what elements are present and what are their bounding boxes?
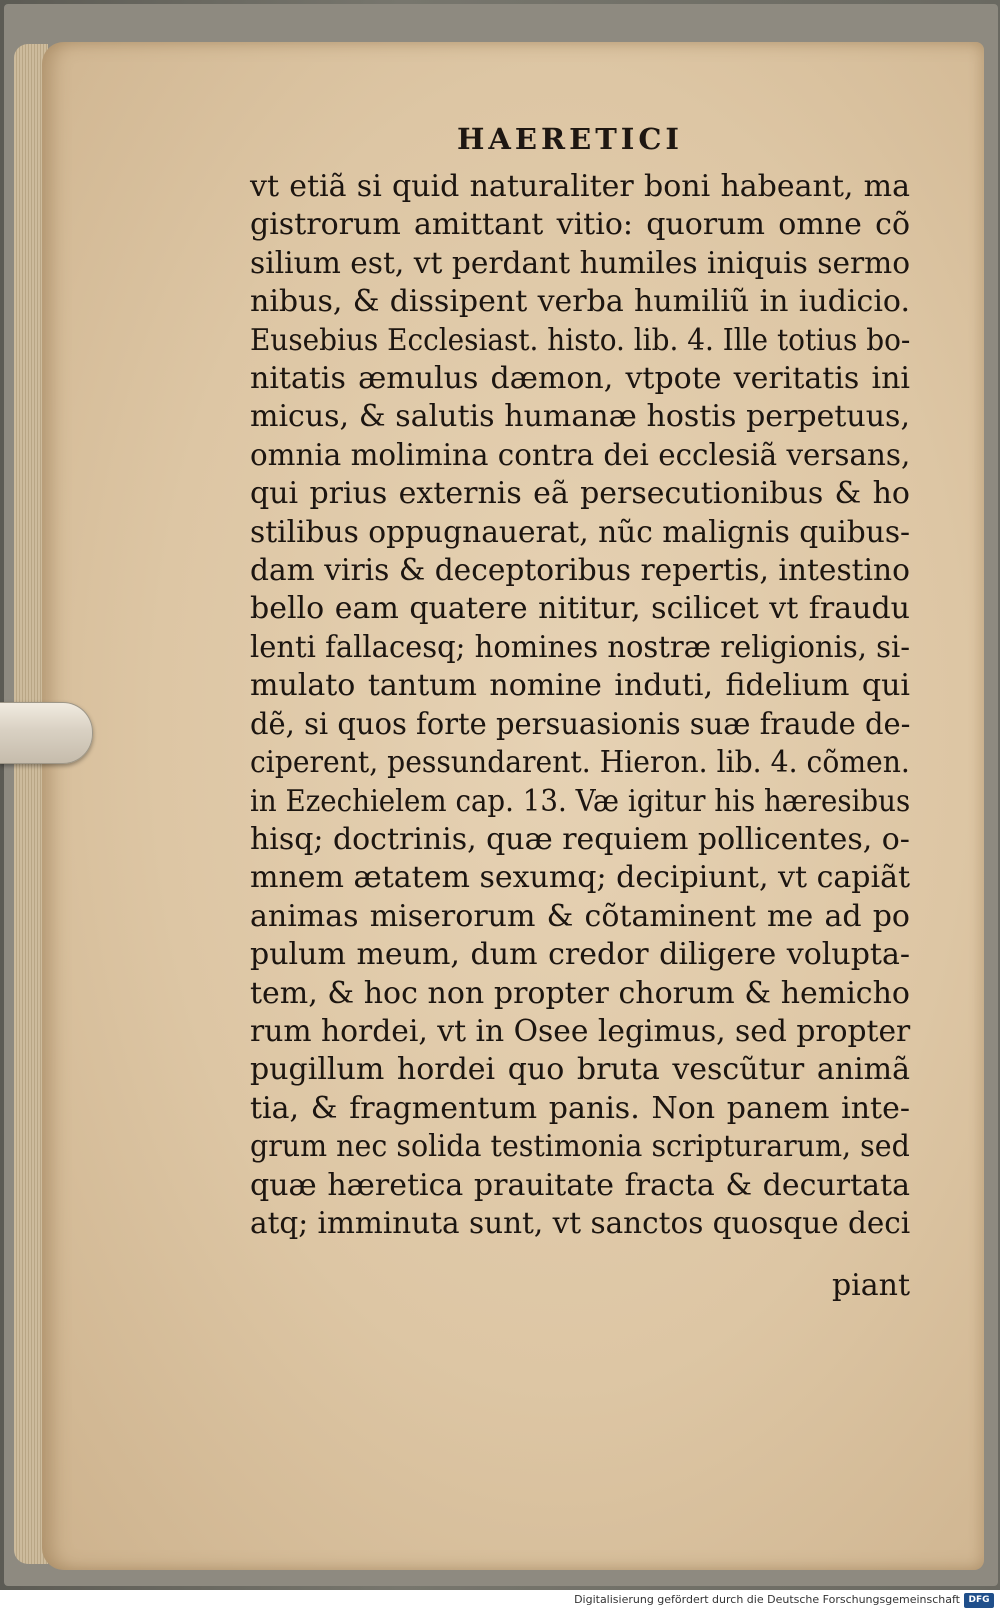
text-line: vt etiã si quid naturaliter boni habeant, ma [250,169,910,204]
text-line: Eusebius Ecclesiast. histo. lib. 4. Ille totius bo- [250,322,911,358]
text-line: lenti fallacesq; homines nostræ religionis, si- [250,629,911,665]
text-line: ciperent, pessundarent. Hieron. lib. 4. cõmen. [250,745,910,781]
text-line: tem, & hoc non propter chorum & hemicho [250,975,910,1011]
running-head: HAERETICI [456,122,683,156]
catchword: piant [831,1268,910,1303]
text-line: micus, & salutis humanæ hostis perpetuus, [250,399,910,435]
text-line: rum hordei, vt in Osee legimus, sed propter [250,1013,911,1049]
text-line: pulum meum, dum credor diligere volupta- [250,937,910,973]
text-line: gistrorum amittant vitio: quorum omne cõ [250,207,910,243]
text-line: grum nec solida testimonia scripturarum, sed [250,1129,910,1165]
text-line: animas miserorum & cõtaminent me ad po [250,898,910,934]
text-line: nibus, & dissipent verba humiliũ in iudicio. [250,284,910,320]
digitization-footer [0,1590,1000,1613]
body-text [250,168,910,1243]
text-line: tia, & fragmentum panis. Non panem inte- [250,1090,910,1126]
text-line: in Ezechielem cap. 13. Væ igitur his hæresibus [250,783,911,819]
text-line: stilibus oppugnauerat, nũc malignis quibus- [250,514,911,550]
text-line: bello eam quatere nititur, scilicet vt fraudu [250,591,910,627]
text-line: hisq; doctrinis, quæ requiem pollicentes, o- [250,821,910,857]
text-line: silium est, vt perdant humiles iniquis sermo [250,245,911,281]
text-line: atq; imminuta sunt, vt sanctos quosque deci [250,1205,911,1241]
text-line: dẽ, si quos forte persuasionis suæ fraude de- [250,706,911,742]
text-line: mnem ætatem sexumq; decipiunt, vt capiãt [250,860,911,896]
text-line: dam viris & deceptoribus repertis, intestino [250,553,910,589]
text-line: mulato tantum nomine induti, fidelium qui [250,668,910,704]
book-clasp [0,702,93,764]
text-line: pugillum hordei quo bruta vescũtur animã [250,1052,910,1088]
text-line: nitatis æmulus dæmon, vtpote veritatis ini [250,361,910,397]
text-line: qui prius externis eã persecutionibus & ho [250,476,910,512]
text-line: quæ hæretica prauitate fracta & decurtata [250,1167,910,1203]
dfg-logo-icon: DFG [964,1593,994,1608]
text-line: omnia molimina contra dei ecclesiã versans, [250,437,911,473]
footer-credit: Digitalisierung gefördert durch die Deutsche Forschungsgemeinschaft [574,1593,960,1606]
